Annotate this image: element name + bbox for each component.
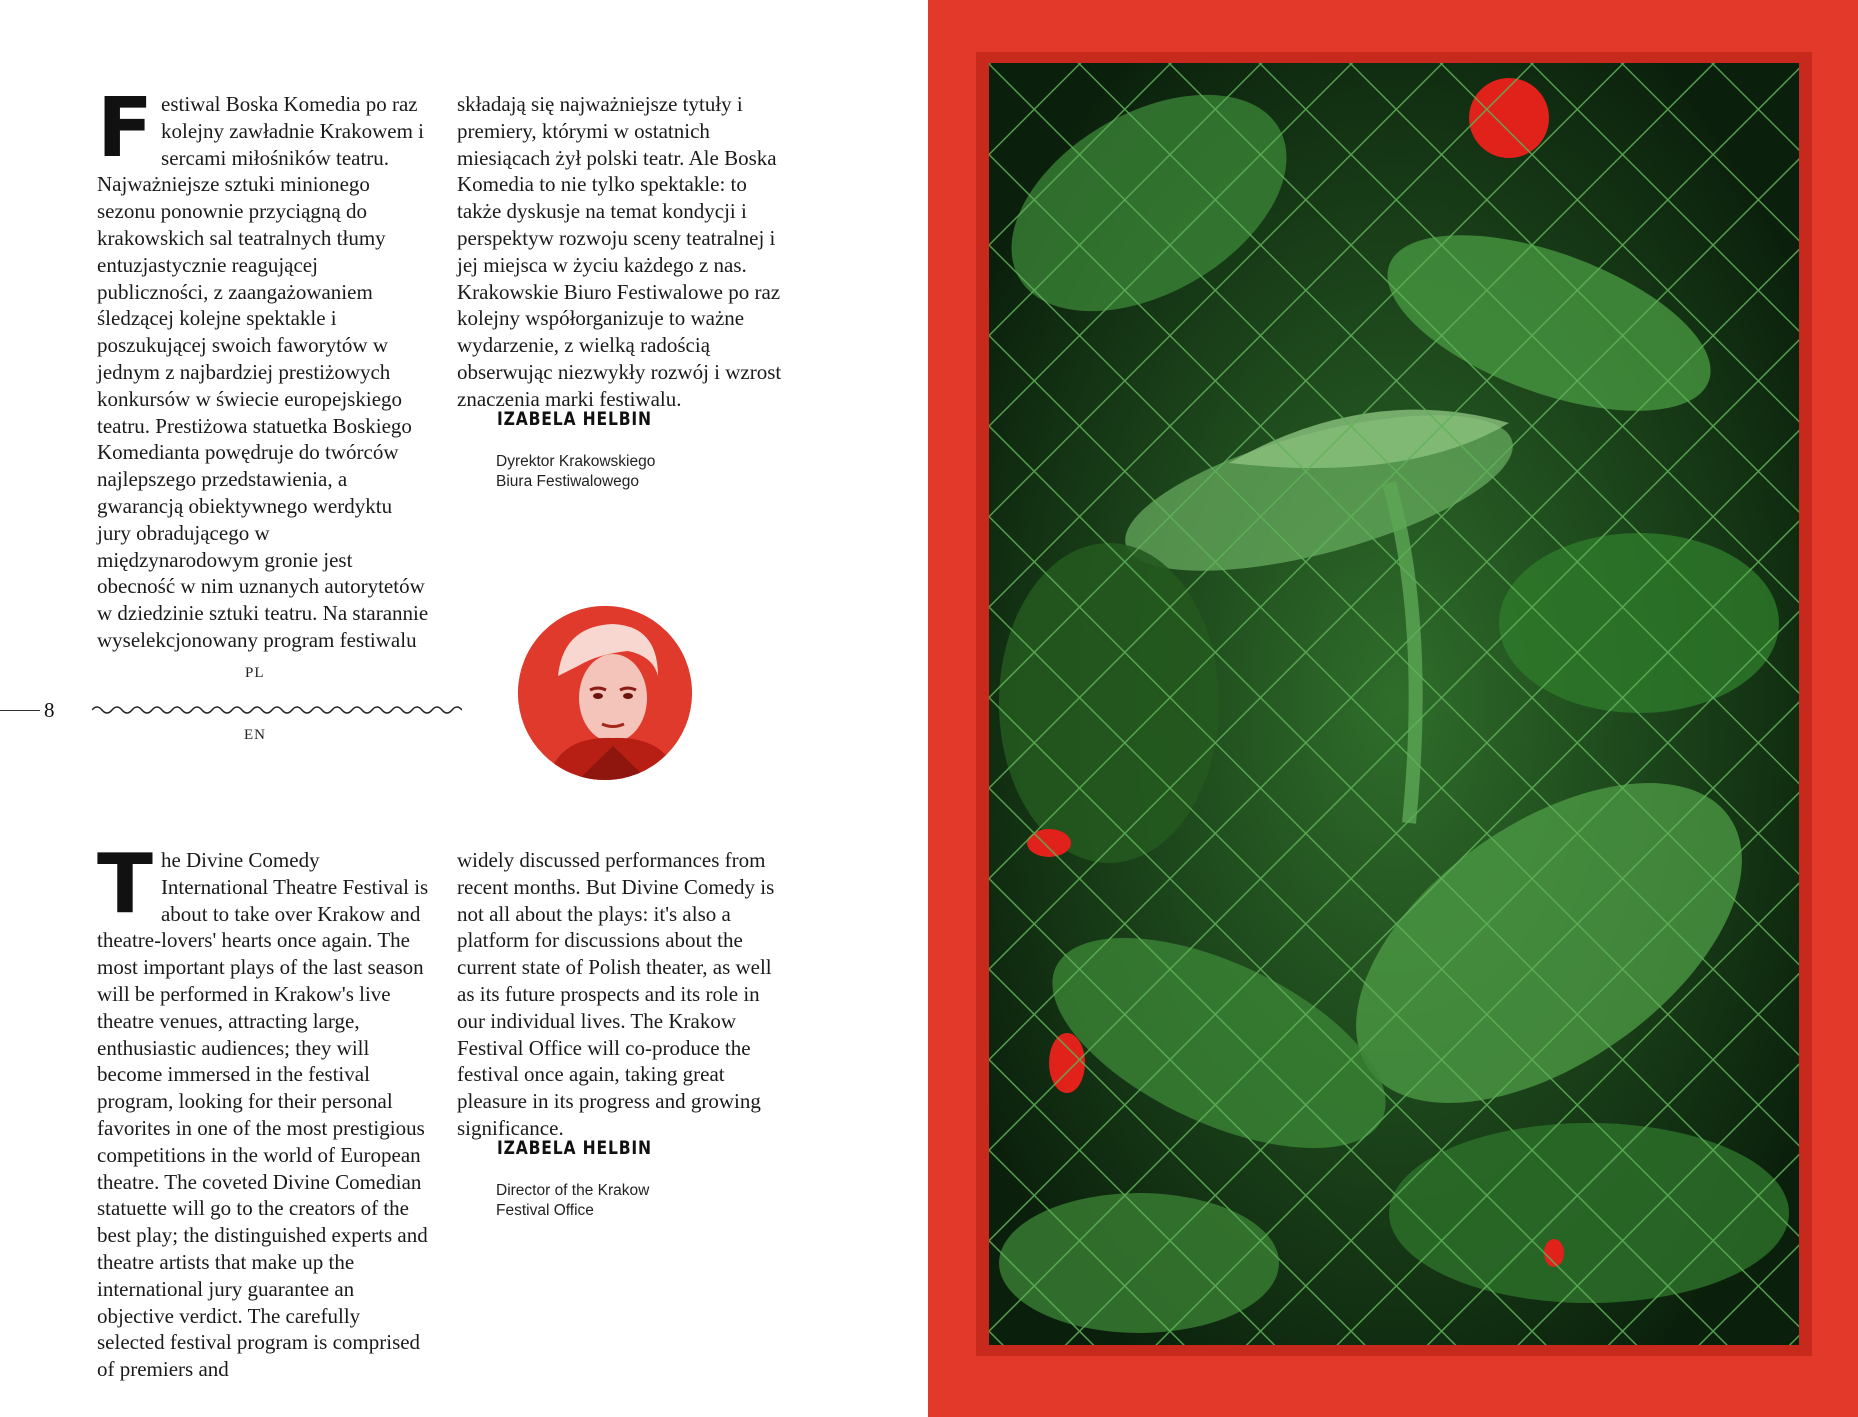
polish-column-1 <box>97 81 430 654</box>
polish-paragraph-2: składają się najważniejsze tytuły i premiery, którymi w ostatnich miesiącach żył polski teatr. Ale Boska Komedia to nie tylko spektakle: to także dyskusje na temat kondycji i perspektyw rozwoju sceny teatralnej i jej miejsca w życiu każdego z nas. Krakowskie Biuro Festiwalowe po raz kolejny współorganizuje to ważne wydarzenie, z wielką radością obserwując niezwykły rozwój i wzrost znaczenia marki festiwalu. <box>457 92 782 411</box>
jungle-fence-artwork <box>989 63 1799 1345</box>
polish-column-2 <box>457 91 790 413</box>
language-label-en: EN <box>244 727 266 743</box>
english-signature-name: IZABELA HELBIN <box>497 1137 652 1159</box>
polish-signature-role <box>496 452 655 492</box>
english-role-line-2: Festival Office <box>496 1202 594 1219</box>
english-dropcap: T <box>97 837 153 932</box>
language-label-pl: PL <box>245 665 265 681</box>
page-number: 8 <box>44 698 55 722</box>
polish-role-line-1: Dyrektor Krakowskiego <box>496 453 656 470</box>
folio-rule <box>0 710 40 711</box>
polish-role-line-2: Biura Festiwalowego <box>496 473 640 490</box>
polish-dropcap: F <box>97 81 154 176</box>
portrait-illustration <box>518 606 692 780</box>
polish-paragraph-1: estiwal Boska Komedia po raz kolejny zawładnie Krakowem i sercami miłośników teatru. Najważniejsze sztuki minionego sezonu ponownie przyciągną do krakowskich sal teatralnych tłumy entuzjastycznie reagującej publiczności, z zaangażowaniem śledzącej kolejne spektakle i poszukującej swoich faworytów w jednym z najbardziej prestiżowych konkursów w świecie europejskiego teatru. Prestiżowa statuetka Boskiego Komedianta powędruje do twórców najlepszego przedstawienia, a gwarancją obiektywnego werdyktu jury obradującego w międzynarodowym gronie jest obecność w nim uznanych autorytetów w dziedzinie sztuki teatru. Na starannie wyselekcjonowany program festiwalu <box>97 92 429 652</box>
english-column-1 <box>97 837 430 1383</box>
author-portrait <box>518 606 692 780</box>
wave-divider <box>92 702 462 718</box>
english-paragraph-2: widely discussed performances from recent months. But Divine Comedy is not all about the plays: it's also a platform for discussions about the current state of Polish theater, as well as its future prospects and its role in our individual lives. The Krakow Festival Office will co-produce the festival once again, taking great pleasure in its progress and growing significance. <box>457 848 775 1140</box>
polish-signature-name: IZABELA HELBIN <box>497 408 652 430</box>
english-paragraph-1: he Divine Comedy International Theatre Festival is about to take over Krakow and theatre-lovers' hearts once again. The most important plays of the last season will be performed in Krakow's live theatre venues, attracting large, enthusiastic audiences; they will become immersed in the festival program, looking for their personal favorites in one of the most prestigious competitions in the world of European theatre. The coveted Divine Comedian statuette will go to the creators of the best play; the distinguished experts and theatre artists that make up the international jury guarantee an objective verdict. The carefully selected festival program is comprised of premiers and <box>97 848 429 1382</box>
english-signature-role <box>496 1181 649 1221</box>
english-column-2 <box>457 847 790 1142</box>
foliage-illustration <box>989 63 1799 1345</box>
english-role-line-1: Director of the Krakow <box>496 1182 650 1199</box>
